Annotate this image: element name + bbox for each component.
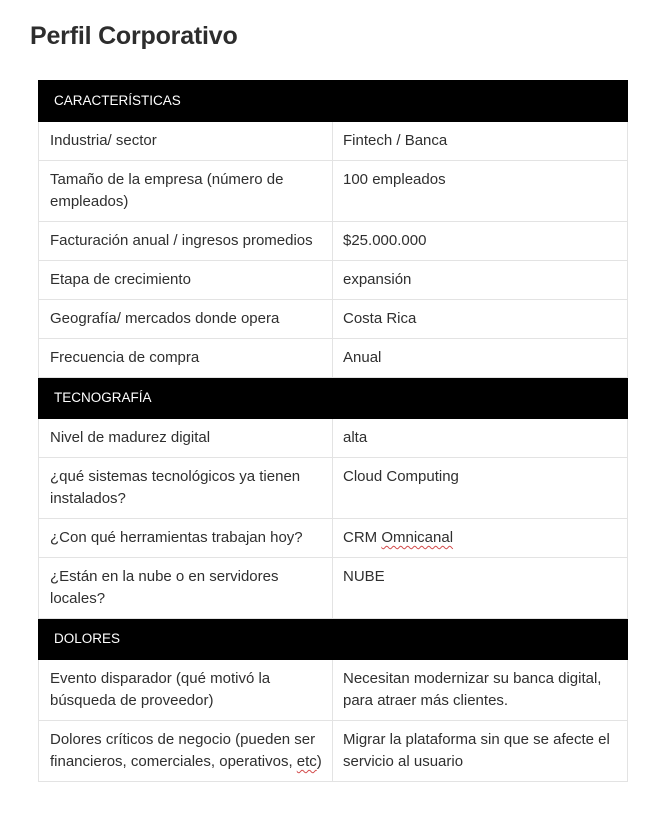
row-label: Geografía/ mercados donde opera	[39, 300, 333, 339]
table-row	[39, 339, 628, 378]
section-header-caracteristicas: CARACTERÍSTICAS	[39, 81, 628, 122]
page-title: Perfil Corporativo	[30, 22, 238, 50]
row-value: Cloud Computing	[333, 458, 628, 519]
table-row	[39, 161, 628, 222]
row-label: Facturación anual / ingresos promedios	[39, 222, 333, 261]
row-value: Necesitan modernizar su banca digital, para atraer más clientes.	[333, 660, 628, 721]
label-text: Dolores críticos de negocio (pueden ser financieros, comerciales, operativos,	[50, 731, 316, 770]
row-label: Etapa de crecimiento	[39, 261, 333, 300]
row-value: Anual	[333, 339, 628, 378]
row-value: 100 empleados	[333, 161, 628, 222]
row-label: ¿Están en la nube o en servidores locales?	[39, 558, 333, 619]
table-row	[39, 122, 628, 161]
table-row	[39, 222, 628, 261]
value-text: CRM	[343, 529, 382, 546]
row-value: alta	[333, 419, 628, 458]
section-header-row	[39, 81, 628, 122]
table-row	[39, 458, 628, 519]
row-label: Nivel de madurez digital	[39, 419, 333, 458]
row-value: Fintech / Banca	[333, 122, 628, 161]
label-text: )	[316, 753, 322, 770]
profile-table	[38, 80, 628, 782]
row-value: $25.000.000	[333, 222, 628, 261]
table-row	[39, 558, 628, 619]
table-row	[39, 300, 628, 339]
row-label: Frecuencia de compra	[39, 339, 333, 378]
section-header-row	[39, 619, 628, 660]
row-label: Evento disparador (qué motivó la búsqueda de proveedor)	[39, 660, 333, 721]
row-label: Industria/ sector	[39, 122, 333, 161]
table-row	[39, 660, 628, 721]
table-row	[39, 419, 628, 458]
row-label: ¿qué sistemas tecnológicos ya tienen instalados?	[39, 458, 333, 519]
row-value: expansión	[333, 261, 628, 300]
section-header-tecnografia: TECNOGRAFÍA	[39, 378, 628, 419]
table-row	[39, 519, 628, 558]
row-label: Tamaño de la empresa (número de empleados)	[39, 161, 333, 222]
row-value: Costa Rica	[333, 300, 628, 339]
row-label	[39, 721, 333, 782]
row-value: NUBE	[333, 558, 628, 619]
row-value: Migrar la plataforma sin que se afecte el servicio al usuario	[333, 721, 628, 782]
row-value	[333, 519, 628, 558]
section-header-row	[39, 378, 628, 419]
table-row	[39, 261, 628, 300]
table-row	[39, 721, 628, 782]
section-header-dolores: DOLORES	[39, 619, 628, 660]
spellcheck-flagged-word[interactable]: Omnicanal	[381, 529, 454, 546]
spellcheck-flagged-word[interactable]: etc	[296, 753, 317, 770]
row-label: ¿Con qué herramientas trabajan hoy?	[39, 519, 333, 558]
